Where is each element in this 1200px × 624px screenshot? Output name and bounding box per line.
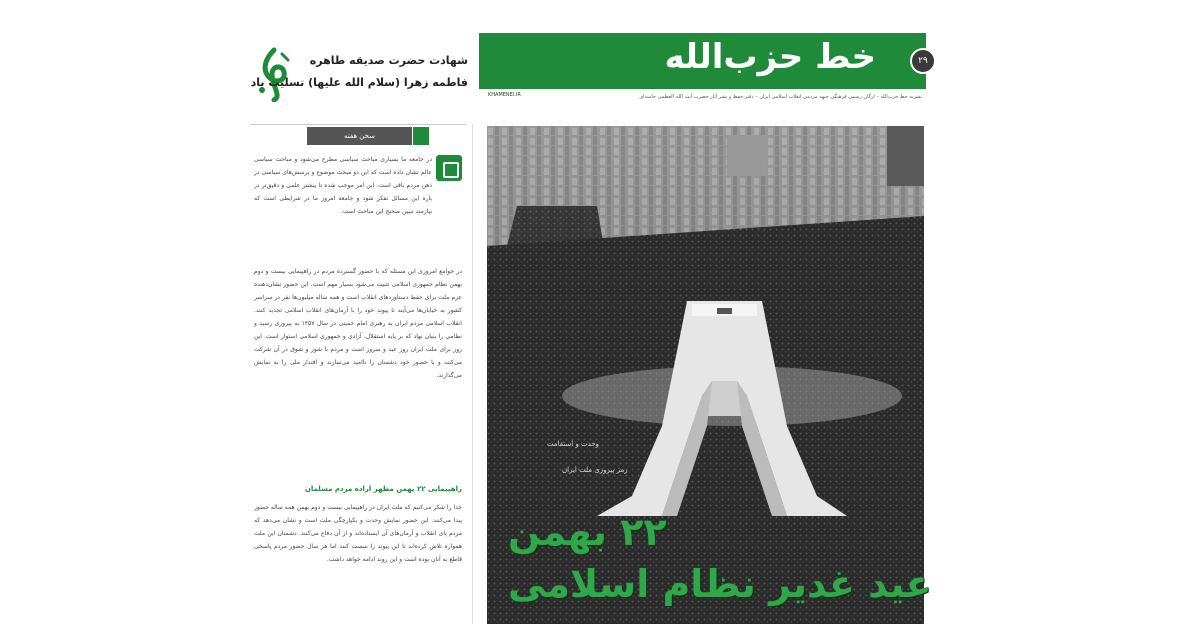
- photo-caption-1: وحدت و استقامت: [547, 440, 600, 448]
- article-subhead: راهپیمایی ۲۲ بهمن مظهر اراده مردم مسلمان: [304, 485, 462, 493]
- photo-caption-2: رمز پیروزی ملت ایران: [562, 466, 628, 474]
- site-badge: KHAMENEI.IR: [488, 92, 521, 98]
- column-header-mark: [413, 127, 429, 145]
- masthead: [479, 33, 926, 89]
- article-paragraph-3: خدا را شکر می‌کنیم که ملت ایران در راهپیمایی بیست و دوم بهمن همه ساله حضور پیدا می‌کنند. این حضور نمایش وحدت و یکپارچگی ملت است و نشان می‌دهد که مردم پای انقلاب و آرمان‌های آن ایستاده‌اند و از آن دفاع می‌کنند. دشمنان این ملت همواره تلاش کرده‌اند تا این پیوند را سست کنند اما هر سال حضور مردم پاسخی قاطع به آنان بوده است و این روند ادامه خواهد داشت.: [254, 504, 462, 563]
- left-column: [250, 124, 466, 624]
- article-paragraph-2: در جوامع امروزی این مسئله که با حضور گسترده مردم در راهپیمایی بیست و دوم بهمن نظام جمهوری اسلامی تثبیت می‌شود بسیار مهم است. این حضور نشان‌دهنده عزم ملت برای حفظ دستاوردهای انقلاب است و همه ساله میلیون‌ها نفر در سراسر کشور به خیابان‌ها می‌آیند تا پیوند خود را با آرمان‌های انقلاب اسلامی تجدید کنند. انقلاب اسلامی مردم ایران به رهبری امام خمینی در سال ۱۳۵۷ به پیروزی رسید و نظامی را بنیان نهاد که بر پایه استقلال، آزادی و جمهوری اسلامی استوار است. این روز برای ملت ایران روز عید و سرور است و مردم با شور و شوق در آن شرکت می‌کنند و با حضور خود دشمنان را ناامید می‌سازند و اقتدار ملی را به نمایش می‌گذارند.: [254, 268, 462, 379]
- headline-line-2: عید غدیر نظام اسلامی: [508, 562, 932, 606]
- headline-line-1: ۲۲ بهمن: [508, 510, 667, 554]
- condolence-line-1: شهادت حضرت صدیقه طاهره: [309, 54, 468, 67]
- column-divider: [472, 124, 473, 624]
- issue-number-badge: ۲۹: [910, 48, 936, 74]
- masthead-title: خط حزب‌الله: [664, 37, 876, 77]
- calligraphy-emblem-icon: [252, 46, 296, 102]
- newspaper-page: [250, 28, 940, 624]
- condolence-box: [250, 40, 472, 104]
- masthead-subtitle: نشریه خط حزب‌الله – ارگان رسمی فرهنگی جبهه مردمی انقلاب اسلامی ایران – دفتر حفظ و نشر آثار حضرت آیت الله العظمی خامنه‌ای: [639, 94, 922, 100]
- article-paragraph-1: در جامعه ما بسیاری مباحث سیاسی مطرح می‌شود و مباحث سیاسی عالم نشان داده است که این دو مبحث موضوع و پرسش‌های سیاسی در ذهن مردم باقی است. این امر موجب شده تا بیشتر علمی و دقیق‌تر در باره این مسائل تفکر شود و جامعه امروز ما در شرایطی است که نیازمند تبیین صحیح این مباحث است.: [254, 156, 432, 215]
- column-header: سخن هفته: [307, 127, 412, 145]
- condolence-line-2: فاطمه زهرا (سلام الله علیها) تسلیت باد: [250, 76, 468, 89]
- article-icon: [436, 155, 462, 181]
